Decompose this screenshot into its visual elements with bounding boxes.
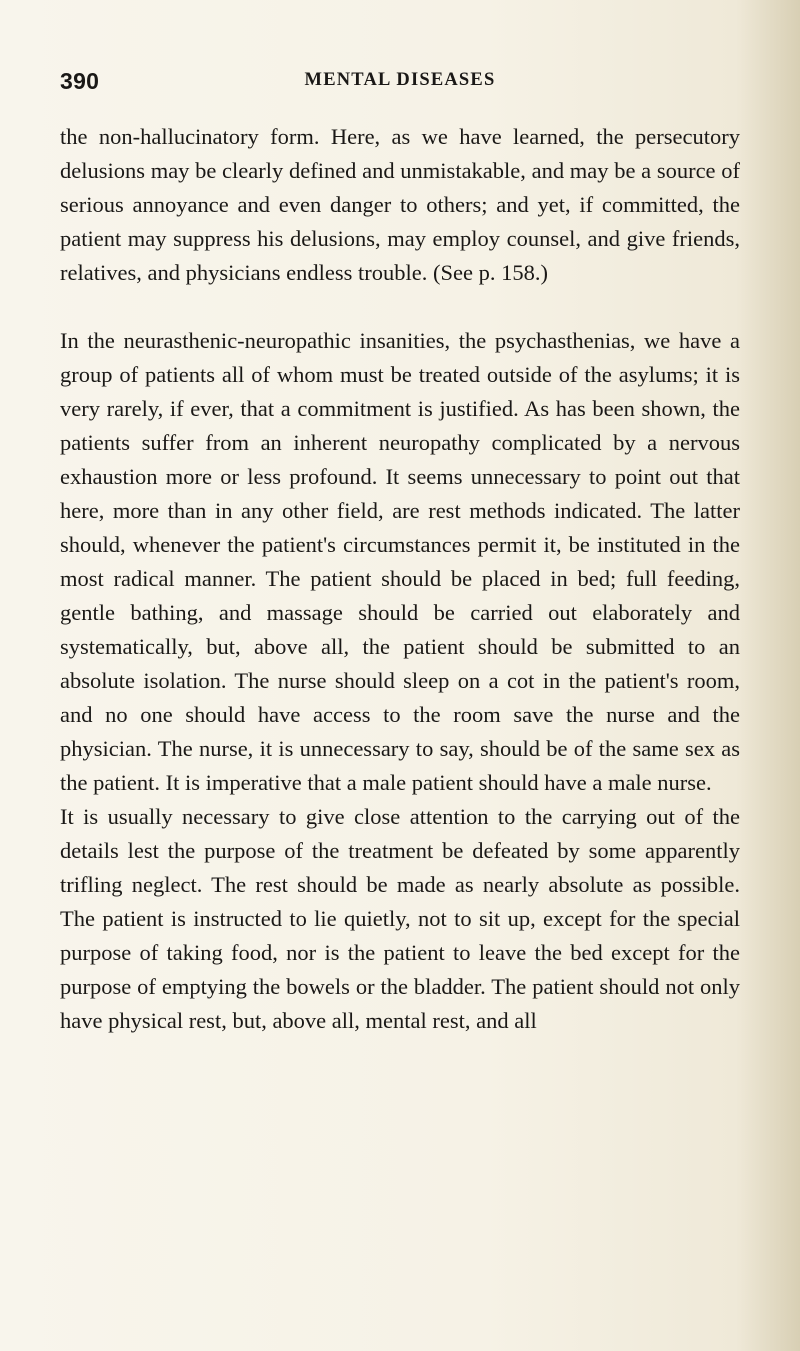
- paragraph: the non-hallucinatory form. Here, as we have learned, the persecutory delusions may be clearly defined and unmistakable, and may be a source of serious annoyance and even danger to others; and yet, if committed, the patient may suppress his delusions, may employ counsel, and give friends, relatives, and physicians endless trouble. (See p. 158.): [60, 124, 740, 285]
- running-head: MENTAL DISEASES: [304, 70, 496, 90]
- paragraph: In the neurasthenic-neuropathic insanities, the psychasthenias, we have a group of patients all of whom must be treated outside of the asylums; it is very rarely, if ever, that a commitment is justified. As has been shown, the patients suffer from an inherent neuropathy complicated by a nervous exhaustion more or less profound. It seems unnecessary to point out that here, more than in any other field, are rest methods indicated. The latter should, whenever the patient's circumstances permit it, be instituted in the most radical manner. The patient should be placed in bed; full feeding, gentle bathing, and massage should be carried out elaborately and systematically, but, above all, the patient should be submitted to an absolute isolation. The nurse should sleep on a cot in the patient's room, and no one should have access to the room save the nurse and the physician. The nurse, it is unnecessary to say, should be of the same sex as the patient. It is imperative that a male patient should have a male nurse.: [60, 328, 740, 795]
- body-text: [60, 120, 740, 1038]
- paragraph: It is usually necessary to give close attention to the carrying out of the details lest the purpose of the treatment be defeated by some apparently trifling neglect. The rest should be made as nearly absolute as possible. The patient is instructed to lie quietly, not to sit up, except for the special purpose of taking food, nor is the patient to leave the bed except for the purpose of emptying the bowels or the bladder. The patient should not only have physical rest, but, above all, mental rest, and all: [60, 804, 740, 1033]
- page-number: 390: [60, 68, 100, 94]
- page-header: [60, 68, 740, 108]
